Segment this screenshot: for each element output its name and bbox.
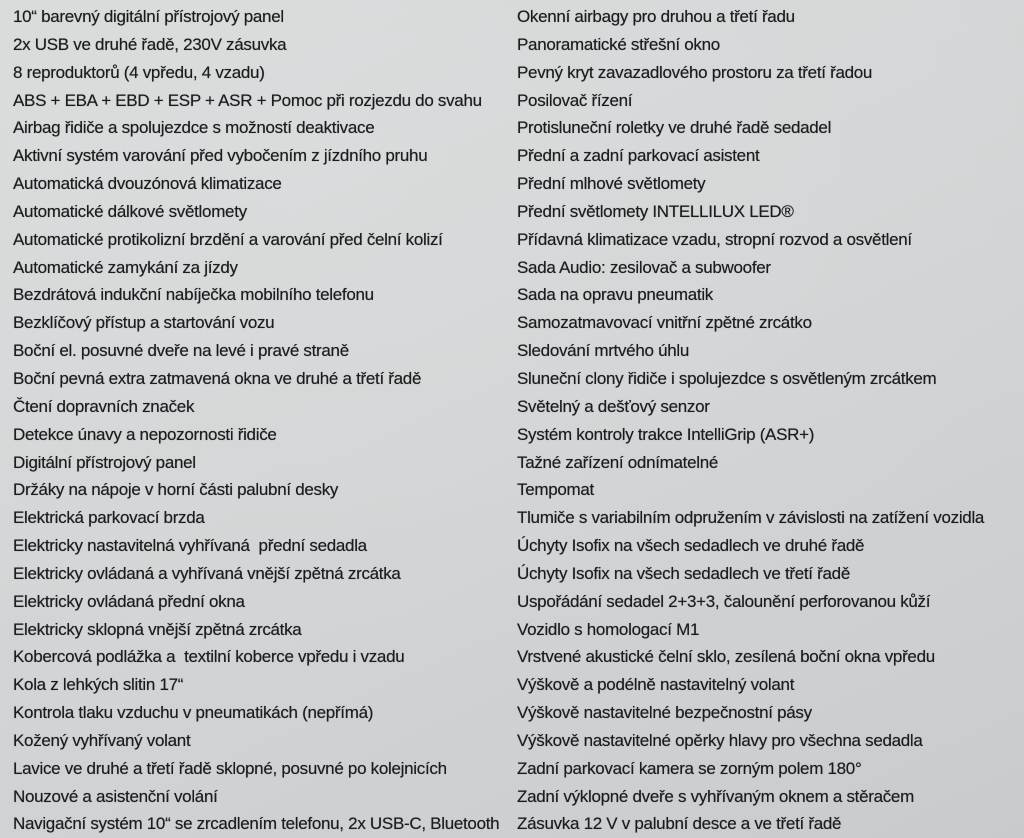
feature-item: Zadní parkovací kamera se zorným polem 180° [517,758,862,778]
feature-item: Posilovač řízení [517,90,633,110]
feature-item: Sada Audio: zesilovač a subwoofer [517,257,771,277]
feature-item: Držáky na nápoje v horní části palubní desky [13,480,339,500]
feature-item: Automatické dálkové světlomety [13,201,247,221]
feature-item: Elektricky nastavitelná vyhřívaná přední sedadla [13,536,367,556]
feature-item: Uspořádání sedadel 2+3+3, čalounění perforovanou kůží [517,591,931,611]
feature-item: 2x USB ve druhé řadě, 230V zásuvka [13,34,287,54]
feature-item: Automatická dvouzónová klimatizace [13,174,282,194]
feature-item: Protisluneční roletky ve druhé řadě sedadel [517,118,832,138]
feature-item: Boční pevná extra zatmavená okna ve druhé a třetí řadě [13,368,422,388]
feature-item: Navigační systém 10“ se zrcadlením telefonu, 2x USB-C, Bluetooth [13,814,500,834]
feature-item: 10“ barevný digitální přístrojový panel [13,7,284,26]
feature-item: Boční el. posuvné dveře na levé i pravé straně [13,341,349,361]
feature-item: Samozatmavovací vnitřní zpětné zrcátko [517,313,812,333]
feature-item: Bezklíčový přístup a startování vozu [13,313,275,333]
feature-item: Airbag řidiče a spolujezdce s možností deaktivace [13,118,375,138]
feature-item: Vrstvené akustické čelní sklo, zesílená boční okna vpředu [517,647,935,667]
feature-item: Nouzové a asistenční volání [13,786,218,806]
feature-item: Tempomat [517,480,594,500]
feature-item: Systém kontroly trakce IntelliGrip (ASR+) [517,424,815,444]
feature-item: Elektricky sklopná vnější zpětná zrcátka [13,619,302,639]
feature-item: Okenní airbagy pro druhou a třetí řadu [517,7,795,26]
feature-item: Kožený vyhřívaný volant [13,730,191,750]
feature-item: Digitální přístrojový panel [13,452,196,472]
feature-item: Zásuvka 12 V v palubní desce a ve třetí řadě [517,814,842,834]
feature-item: Přídavná klimatizace vzadu, stropní rozvod a osvětlení [517,229,912,249]
feature-item: Přední mlhové světlomety [517,174,706,194]
feature-item: ABS + EBA + EBD + ESP + ASR + Pomoc při rozjezdu do svahu [13,90,482,110]
feature-list-right [517,3,984,838]
feature-item: Kontrola tlaku vzduchu v pneumatikách (nepřímá) [13,703,374,723]
feature-item: Přední a zadní parkovací asistent [517,146,760,166]
feature-item: Elektricky ovládaná přední okna [13,591,245,611]
feature-item: Pevný kryt zavazadlového prostoru za třetí řadou [517,62,873,82]
feature-list-left [13,3,499,838]
feature-item: Výškově nastavitelné opěrky hlavy pro všechna sedadla [517,730,923,750]
feature-item: Světelný a dešťový senzor [517,396,710,416]
feature-item: Elektricky ovládaná a vyhřívaná vnější zpětná zrcátka [13,563,401,583]
feature-item: Tažné zařízení odnímatelné [517,452,719,472]
feature-item: Úchyty Isofix na všech sedadlech ve třetí řadě [517,563,850,583]
feature-item: Úchyty Isofix na všech sedadlech ve druhé řadě [517,536,865,556]
feature-item: Sada na opravu pneumatik [517,285,713,305]
feature-item: Kola z lehkých slitin 17“ [13,675,184,695]
feature-item: Zadní výklopné dveře s vyhřívaným oknem a stěračem [517,786,914,806]
feature-item: Panoramatické střešní okno [517,34,720,54]
feature-item: Bezdrátová indukční nabíječka mobilního telefonu [13,285,374,305]
feature-item: 8 reproduktorů (4 vpředu, 4 vzadu) [13,62,265,82]
feature-item: Elektrická parkovací brzda [13,508,205,528]
feature-item: Kobercová podlážka a textilní koberce vpředu i vzadu [13,647,405,667]
feature-item: Vozidlo s homologací M1 [517,619,700,639]
feature-item: Sluneční clony řidiče i spolujezdce s osvětleným zrcátkem [517,368,937,388]
feature-item: Tlumiče s variabilním odpružením v závislosti na zatížení vozidla [517,508,985,528]
feature-item: Detekce únavy a nepozornosti řidiče [13,424,277,444]
feature-item: Výškově nastavitelné bezpečnostní pásy [517,703,812,723]
feature-item: Automatické protikolizní brzdění a varování před čelní kolizí [13,229,443,249]
feature-item: Čtení dopravních značek [13,396,195,416]
feature-item: Lavice ve druhé a třetí řadě sklopné, posuvné po kolejnicích [13,758,447,778]
feature-item: Výškově a podélně nastavitelný volant [517,675,795,695]
feature-item: Aktivní systém varování před vybočením z jízdního pruhu [13,146,428,166]
feature-item: Přední světlomety INTELLILUX LED® [517,201,794,221]
feature-item: Sledování mrtvého úhlu [517,341,690,361]
feature-item: Automatické zamykání za jízdy [13,257,238,277]
